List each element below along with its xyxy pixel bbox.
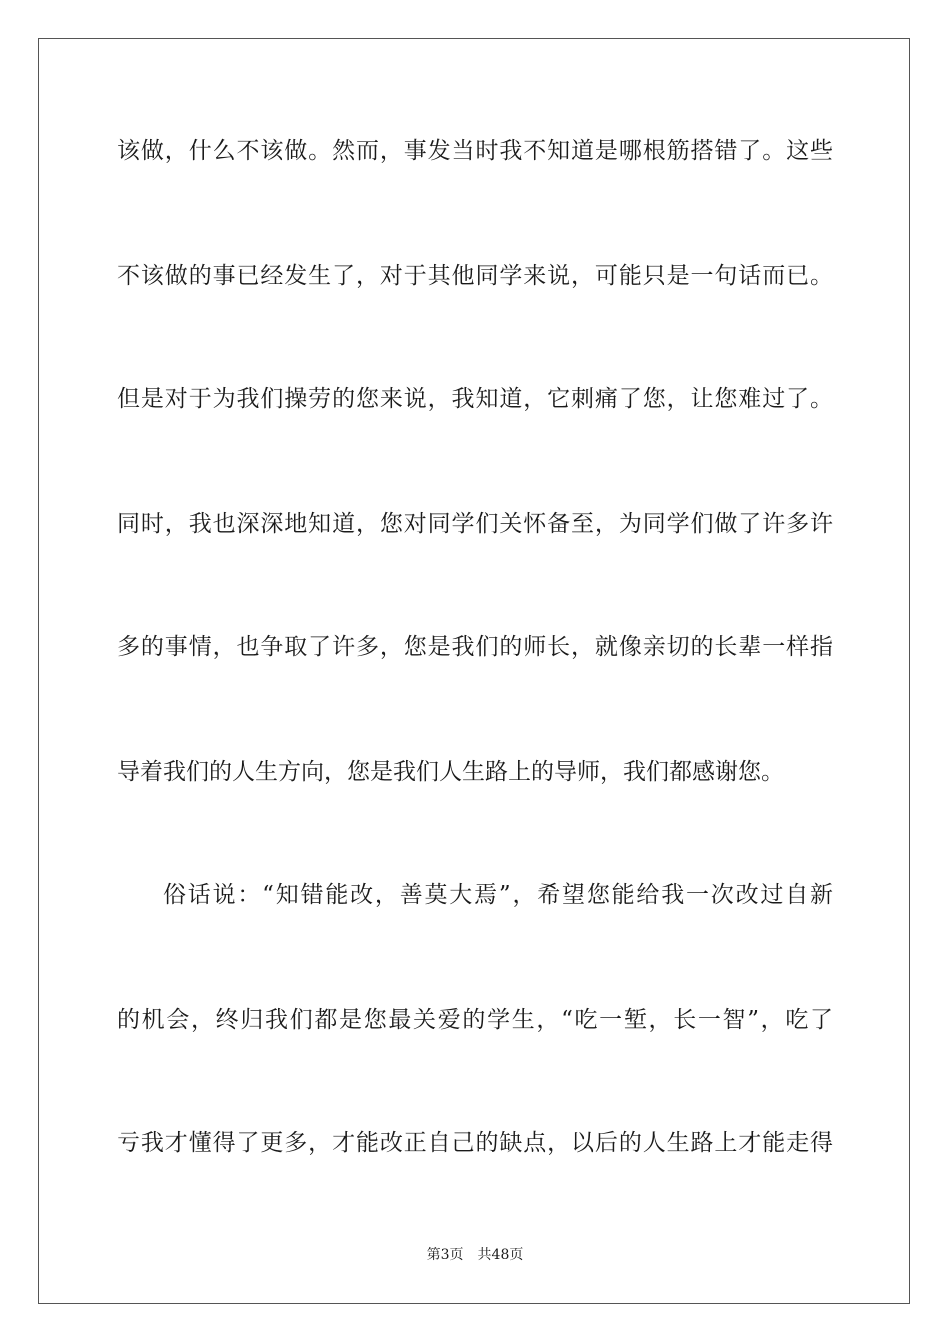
page-footer [0, 1246, 950, 1264]
paragraph-first-line: 俗话说：“知错能改，善莫大焉”，希望您能给我一次改过自新 [163, 882, 833, 908]
text-line: 多的事情，也争取了许多，您是我们的师长，就像亲切的长辈一样指 [117, 634, 833, 660]
page-number: 第3页 [426, 1247, 464, 1263]
text-line: 同时，我也深深地知道，您对同学们关怀备至，为同学们做了许多许 [117, 511, 833, 537]
text-line: 亏我才懂得了更多，才能改正自己的缺点，以后的人生路上才能走得 [117, 1130, 833, 1156]
text-line: 的机会，终归我们都是您最关爱的学生，“吃一堑，长一智”，吃了 [117, 1007, 833, 1033]
page-frame [38, 38, 910, 1304]
text-line: 但是对于为我们操劳的您来说，我知道，它刺痛了您，让您难过了。 [117, 386, 833, 412]
page-total: 共48页 [477, 1247, 524, 1263]
text-line: 导着我们的人生方向，您是我们人生路上的导师，我们都感谢您。 [117, 759, 784, 785]
text-line: 不该做的事已经发生了，对于其他同学来说，可能只是一句话而已。 [117, 263, 833, 289]
text-line: 该做，什么不该做。然而，事发当时我不知道是哪根筋搭错了。这些 [117, 138, 833, 164]
